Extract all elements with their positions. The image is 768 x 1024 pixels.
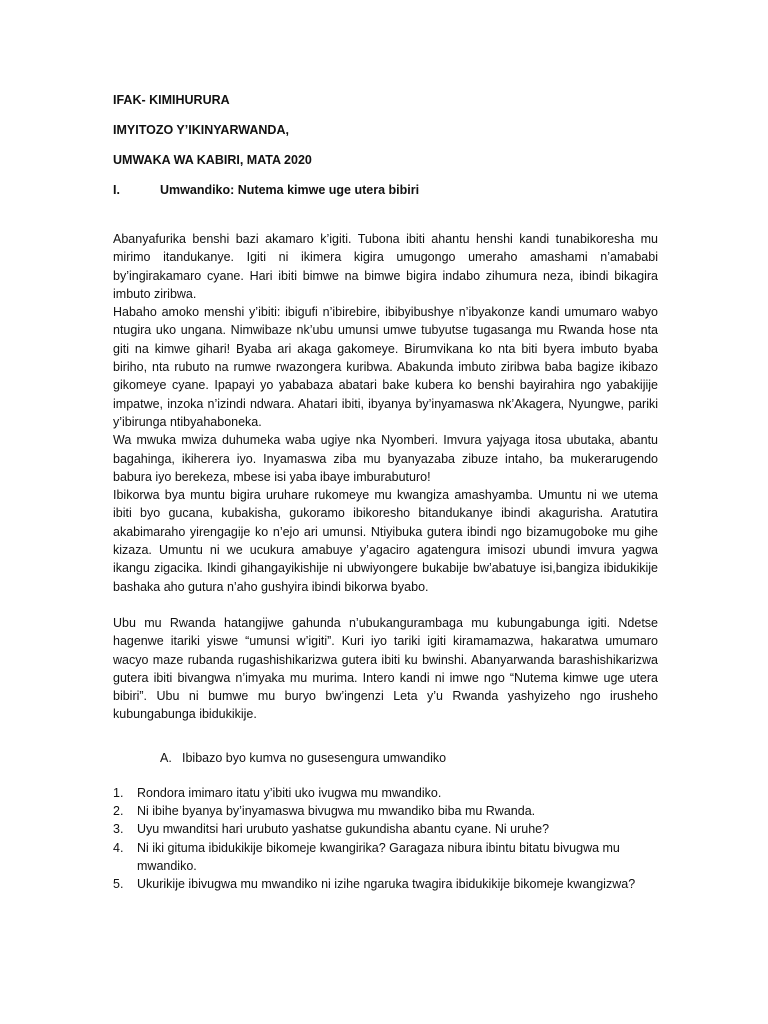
question-number: 5.	[113, 877, 124, 892]
class-and-date: UMWAKA WA KABIRI, MATA 2020	[113, 153, 312, 167]
question-item	[113, 875, 658, 893]
question-item	[113, 784, 658, 802]
question-text: Ni ibihe byanya by’inyamaswa bivugwa mu mwandiko biba mu Rwanda.	[137, 804, 536, 819]
text-paragraph: Abanyafurika benshi bazi akamaro k’igiti. Tubona ibiti ahantu henshi kandi tunabikoresha mu mirimo itandukanye. Igiti ni ikimera kigira umugongo umeraho amashami n’amababi by’ingirakamaro cyane. Hari ibiti bimwe na bimwe bigira indabo zihumura neza, ibindi bikagira imbuto ziribwa.	[113, 232, 658, 301]
text-paragraph: Ubu mu Rwanda hatangijwe gahunda n’ubukangurambaga mu kubungabunga igiti. Ndetse hagenwe itariki yiswe “umunsi w’igiti”. Kuri iyo tariki igiti kiramamazwa, hakaratwa umumaro wacyo maze rubanda rugashishikarizwa gutera ibiti ku bwinshi. Abanyarwanda barashishikarizwa gutera ibiti bivangwa n’imyaka mu murima. Intero kandi ni imwe ngo “Nutema kimwe uge utera bibiri”. Ubu ni bumwe mu buryo bw’ingenzi Leta y’u Rwanda yashyizeho ngo irusheho kubungabunga ibidukikije.	[113, 615, 658, 722]
exercise-subject: IMYITOZO Y’IKINYARWANDA,	[113, 123, 289, 137]
subsection-letter: A.	[160, 750, 172, 765]
question-number: 3.	[113, 822, 124, 837]
question-list	[113, 784, 658, 894]
text-paragraph: Wa mwuka mwiza duhumeka waba ugiye nka Nyomberi. Imvura yajyaga itosa ubutaka, abantu bagahinga, ikiherera iyo. Inyamaswa ziba mu byanyazaba zibuze intaho, ba mukerarugendo babura iyo berekeza, mbese isi yaba ibaye imburabuturo!	[113, 433, 658, 484]
section-title: Umwandiko: Nutema kimwe uge utera bibiri	[160, 183, 420, 197]
question-number: 4.	[113, 840, 124, 855]
text-paragraph: Habaho amoko menshi y’ibiti: ibigufi n’ibirebire, ibibyibushye n’ibyakonze kandi umumaro wabyo ntugira uko ungana. Nimwibaze nk’ubu umunsi umwe tubyutse tugasanga mu Rwanda hose nta giti na kimwe gihari! Byaba ari akaga gakomeye. Birumvikana ko nta biti byera imbuto byaba biriho, nta rubuto na rumwe rwazongera kuribwa. Abakunda imbuto ziribwa baba bagize ikibazo gikomeye cyane. Ipapayi yo yababaza abatari bake kubera ko benshi bayirahira ngo yabakijije impatwe, inzoka n’izindi ndwara. Ahatari ibiti, ibyanya by’inyamaswa nk’Akagera, Nyungwe, pariki y’ibirunga ntibyahaboneka.	[113, 305, 658, 429]
text-paragraph: Ibikorwa bya muntu bigira uruhare rukomeye mu kwangiza amashyamba. Umuntu ni we utema ibiti byo gucana, kubakisha, gukoramo ibikoresho bitandukanye ibindi akagurisha. Aratutira akabimaraho yirengagije ko n’ejo ari umunsi. Ntiyibuka gutera ibindi ngo bizamugoboke mu gihe kizaza. Umuntu ni we ucukura amabuye y’agaciro agatengura imisozi ubundi imvura yagwa ikangu zigacika. Ikindi gihangayikishije ni ubwiyongere bukabije bw’abatuye isi,bangiza ibidukikije bashaka aho gutura n’aho gushyira ibindi bikorwa byabo.	[113, 488, 658, 594]
school-name: IFAK- KIMIHURURA	[113, 93, 230, 107]
question-item	[113, 839, 658, 876]
question-item	[113, 802, 658, 820]
question-item	[113, 820, 658, 838]
question-number: 1.	[113, 785, 124, 800]
paragraph-spacer	[113, 596, 658, 614]
section-number: I.	[113, 183, 120, 197]
question-number: 2.	[113, 804, 124, 819]
section-heading	[113, 182, 658, 198]
question-text: Rondora imimaro itatu y’ibiti uko ivugwa mu mwandiko.	[137, 785, 442, 800]
subsection-title: Ibibazo byo kumva no gusesengura umwandiko	[182, 750, 447, 765]
question-text: Ni iki gituma ibidukikije bikomeje kwangirika? Garagaza nibura ibintu bitatu bivugwa mu mwandiko.	[137, 840, 620, 873]
subsection-heading	[160, 750, 658, 766]
question-text: Ukurikije ibivugwa mu mwandiko ni izihe ngaruka twagira ibidukikije bikomeje kwangizwa?	[137, 877, 636, 892]
question-text: Uyu mwanditsi hari urubuto yashatse gukundisha abantu cyane. Ni uruhe?	[137, 822, 550, 837]
